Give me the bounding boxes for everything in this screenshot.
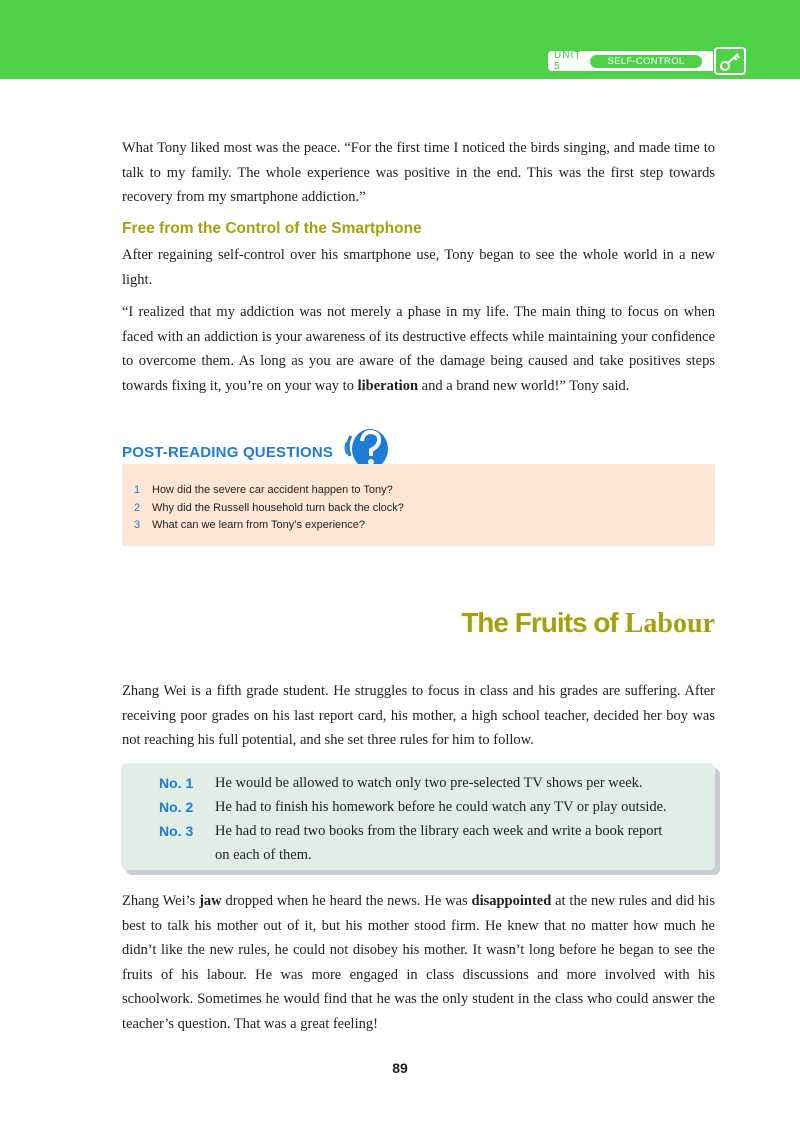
key-icon	[719, 51, 743, 73]
paragraph-peace: What Tony liked most was the peace. “For the first time I noticed the birds singing, and made time to talk to my family. The whole experience was positive in the end. This was the first step towards recovery from my smartphone addiction.”	[122, 140, 715, 206]
story-text-b: dropped when he heard the news. He was	[221, 893, 472, 909]
page-number: 89	[392, 1060, 408, 1076]
rule-item	[159, 795, 705, 819]
story-title	[461, 607, 715, 640]
rule-number: No. 1	[159, 775, 194, 791]
story-title-part2: Labour	[624, 608, 715, 639]
question-text: Why did the Russell household turn back the clock?	[152, 501, 404, 514]
rule-text: He would be allowed to watch only two pre-selected TV shows per week.	[215, 775, 643, 791]
question-text: What can we learn from Tony’s experience?	[152, 519, 365, 531]
rules-box	[121, 763, 715, 870]
rule-item	[159, 771, 705, 795]
post-reading-title: POST-READING QUESTIONS	[122, 444, 334, 461]
rule-text: He had to finish his homework before he could watch any TV or play outside.	[215, 799, 667, 815]
question-number: 1	[134, 484, 141, 496]
question-item	[134, 517, 404, 535]
story-title-part1: The Fruits of	[461, 607, 618, 638]
section-subheading: Free from the Control of the Smartphone	[122, 220, 422, 237]
question-item	[134, 500, 404, 518]
rule-text: He had to read two books from the library each week and write a book report on each of them.	[215, 823, 663, 863]
question-list	[134, 482, 404, 535]
story-text-c: at the new rules and did his best to talk his mother out of it, but his mother stood firm. He knew that no matter how much he didn’t like the new rules, he could not disobey his mother. It wasn’t long before he began to see the fruits of his labour. He was more engaged in class discussions and more involved with his schoolwork. Sometimes he would find that he was the only student in the class who could answer the teacher’s question. That was a great feeling!	[122, 893, 715, 1032]
vocab-jaw: jaw	[199, 893, 222, 909]
rule-item	[159, 819, 675, 867]
vocab-disappointed: disappointed	[471, 893, 552, 909]
story-paragraph	[122, 889, 715, 1037]
key-badge	[714, 47, 746, 75]
rule-number: No. 2	[159, 799, 194, 815]
paragraph-quote	[122, 300, 715, 398]
story-text-a: Zhang Wei’s	[122, 893, 200, 909]
question-item	[134, 482, 404, 500]
question-text: How did the severe car accident happen to Tony?	[152, 484, 393, 496]
question-number: 3	[134, 519, 141, 531]
quote-text-end: and a brand new world!” Tony said.	[418, 377, 630, 394]
rule-number: No. 3	[159, 823, 194, 839]
unit-tab	[548, 51, 713, 71]
post-reading-box	[122, 464, 715, 546]
unit-title: SELF-CONTROL	[590, 55, 702, 68]
vocab-liberation: liberation	[357, 377, 419, 394]
unit-label: UNIT 5	[554, 50, 582, 72]
paragraph-regaining: After regaining self-control over his smartphone use, Tony began to see the whole world in a new light.	[122, 247, 715, 288]
quote-text-start: “I realized that my addiction was not merely a phase in my life. The main thing to focus on when faced with an addiction is your awareness of its destructive effects while maintaining your confidence to overcome them. As long as you are aware of the damage being caused and take positives steps towards fixing it, you’re on your way to	[122, 304, 715, 394]
story-intro: Zhang Wei is a fifth grade student. He struggles to focus in class and his grades are suffering. After receiving poor grades on his last report card, his mother, a high school teacher, decided her boy was not reaching his full potential, and she set three rules for him to follow.	[122, 683, 715, 749]
question-number: 2	[134, 501, 141, 514]
